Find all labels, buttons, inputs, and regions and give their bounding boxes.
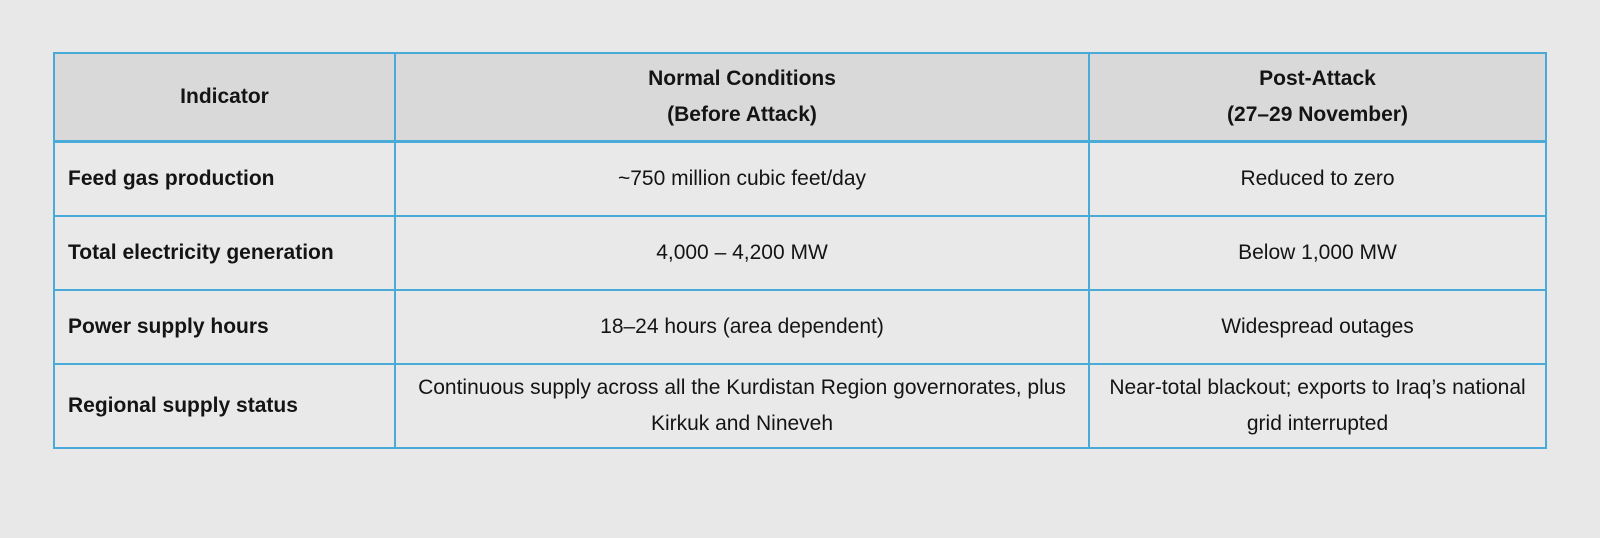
cell-normal-value: 18–24 hours (area dependent) [395,290,1089,364]
table-row [54,216,1546,290]
table-row [54,290,1546,364]
cell-normal-value: ~750 million cubic feet/day [395,142,1089,216]
cell-indicator: Regional supply status [54,364,395,448]
header-normal-conditions-line1: Normal Conditions [648,67,836,91]
comparison-table [53,52,1547,449]
header-indicator [54,53,395,142]
cell-normal-value: Continuous supply across all the Kurdistan Region governorates, plus Kirkuk and Nineveh [395,364,1089,448]
table-header-row [54,53,1546,142]
cell-post-value: Widespread outages [1089,290,1546,364]
cell-post-value: Below 1,000 MW [1089,216,1546,290]
header-post-attack [1089,53,1546,142]
table-row [54,142,1546,216]
cell-normal-value: 4,000 – 4,200 MW [395,216,1089,290]
header-post-attack-line1: Post-Attack [1259,67,1376,91]
header-indicator-label: Indicator [180,85,269,109]
header-normal-conditions-line2: (Before Attack) [667,103,817,126]
cell-post-value: Near-total blackout; exports to Iraq’s national grid interrupted [1089,364,1546,448]
cell-indicator: Feed gas production [54,142,395,216]
cell-indicator: Total electricity generation [54,216,395,290]
cell-indicator: Power supply hours [54,290,395,364]
table-row [54,364,1546,448]
header-post-attack-line2: (27–29 November) [1227,103,1408,126]
header-normal-conditions [395,53,1089,142]
cell-post-value: Reduced to zero [1089,142,1546,216]
